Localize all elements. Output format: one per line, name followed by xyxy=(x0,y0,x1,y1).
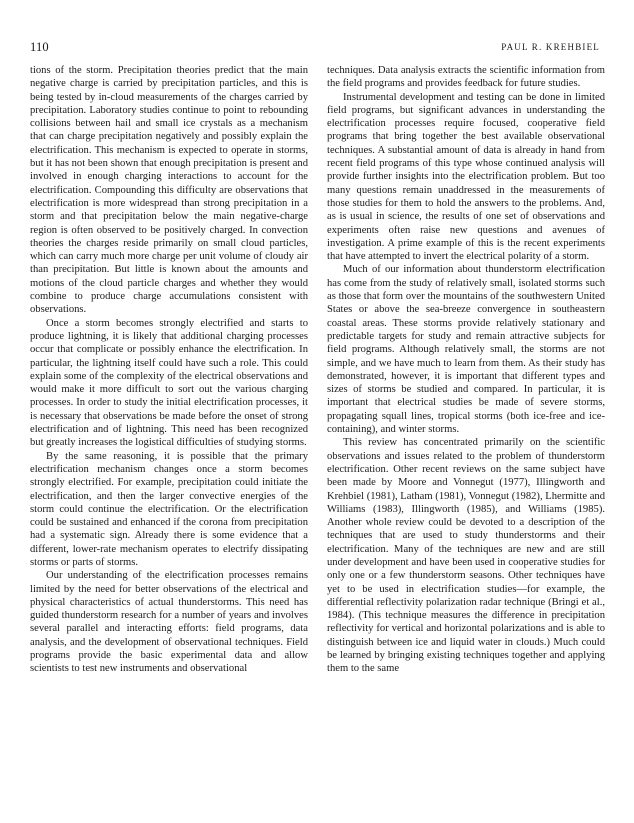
left-paragraph-2: Once a storm becomes strongly electrified and starts to produce lightning, it is likely that additional charging processes occur that complicate or possibly enhance the electrification. In particular, the lightning itself could have such a role. This could explain some of the complexity of the electrical observations and would make it more difficult to sort out the various charging processes. In order to study the initial electrification processes, it is necessary that observations be made before the onset of strong electrification and of lightning. This need has been recognized but greatly increases the logistical difficulties of studying storms. xyxy=(30,317,308,449)
left-paragraph-1: tions of the storm. Precipitation theories predict that the main negative charge is carried by precipitation particles, and this is being tested by in-cloud measurements of the charges carried by precipitation. Laboratory studies continue to point to rebounding collisions between hail and small ice crystals as a mechanism that can charge precipitation negatively and possibly explain the electrification. This mechanism is expected to operate in storms, but it has not been shown that enough precipitation is present and involved in enough charging interactions to account for the electrification. Compounding this difficulty are observations that electrification is more widespread than strong precipitation in a storm and that precipitation below the main negative-charge region is often observed to be positively charged. In convection theories the charges reside primarily on small cloud particles, which can carry much more charge per unit volume of cloudy air than precipitation. But little is known about the amounts and motions of the cloud particle charges and whether they would combine to produce charge accumulations consistent with observations. xyxy=(30,65,308,316)
page-number: 110 xyxy=(30,40,49,54)
right-column xyxy=(327,64,605,676)
running-head: PAUL R. KREHBIEL xyxy=(501,42,600,52)
left-paragraph-4: Our understanding of the electrification processes remains limited by the need for better observations of the electrical and physical characteristics of actual thunderstorms. This need has guided thunderstorm research for a number of years and involves several parallel and interacting efforts: field programs, data analysis, and the development of observational techniques. Field programs provide the basic experimental data and allow scientists to test new instruments and observational xyxy=(30,570,308,675)
left-paragraph-3: By the same reasoning, it is possible that the primary electrification mechanism changes once a storm becomes strongly electrified. For example, precipitation could initiate the electrification, and then the larger convective energies of the storm could continue the electrification. Or the electrification could be sustained and enhanced if the corona from precipitation had a systematic sign. Already there is some evidence that a different, lower-rate mechanism operates to electrify dissipating storms or parts of storms. xyxy=(30,450,308,568)
right-paragraph-4: This review has concentrated primarily on the scientific observations and issues related to the problem of thunderstorm electrification. Other recent reviews on the same subject have been made by Moore and Vonnegut (1977), Illingworth and Krehbiel (1981), Latham (1981), Vonnegut (1982), Lhermitte and Williams (1983), Illingworth (1985), and Williams (1985). Another whole review could be devoted to a description of the techniques that are used to study thunderstorms and their electrification. Many of the techniques are new and are still under development and have been used in cooperative studies for only one or a few thunderstorm seasons. Other techniques have yet to be used in electrification studies—for example, the differential reflectivity polarization radar technique (Bringi et al., 1984). (This technique measures the difference in precipitation reflectivity for vertical and horizontal polarizations and is able to distinguish between ice and liquid water in clouds.) Much could be learned by bringing existing techniques together and applying them to the same xyxy=(327,437,605,675)
right-paragraph-2: Instrumental development and testing can be done in limited field programs, but significant advances in understanding the electrification processes require focused, cooperative field programs that bring together the best available observational techniques. A substantial amount of data is already in hand from recent field programs of this type whose continued analysis will provide further insights into the electrification problem. But too many questions remain unaddressed in the measurements of those studies for them to hold the answers to the problems. And, as is usual in science, the results of one set of observations and experiments often raise new questions and avenues of investigation. A prime example of this is the recent experiments that have attempted to invert the electrical polarity of a storm. xyxy=(327,91,605,263)
right-paragraph-3: Much of our information about thunderstorm electrification has come from the study of relatively small, isolated storms such as those that form over the mountains of the southwestern United States or above the sea-breeze convergence in southeastern coastal areas. These storms provide relatively stationary and predictable targets for study and remain attractive subjects for field programs. Although relatively small, the storms are not simple, and we have much to learn from them. As their study has demonstrated, however, it is important that different types and sizes of storms be studied and compared. In particular, it is important that electrical studies be made of severe storms, propagating squall lines, tropical storms (both ice-free and ice-containing), and winter storms. xyxy=(327,264,605,436)
right-paragraph-1: techniques. Data analysis extracts the scientific information from the field programs and provides feedback for future studies. xyxy=(327,65,605,90)
left-column xyxy=(30,64,308,676)
